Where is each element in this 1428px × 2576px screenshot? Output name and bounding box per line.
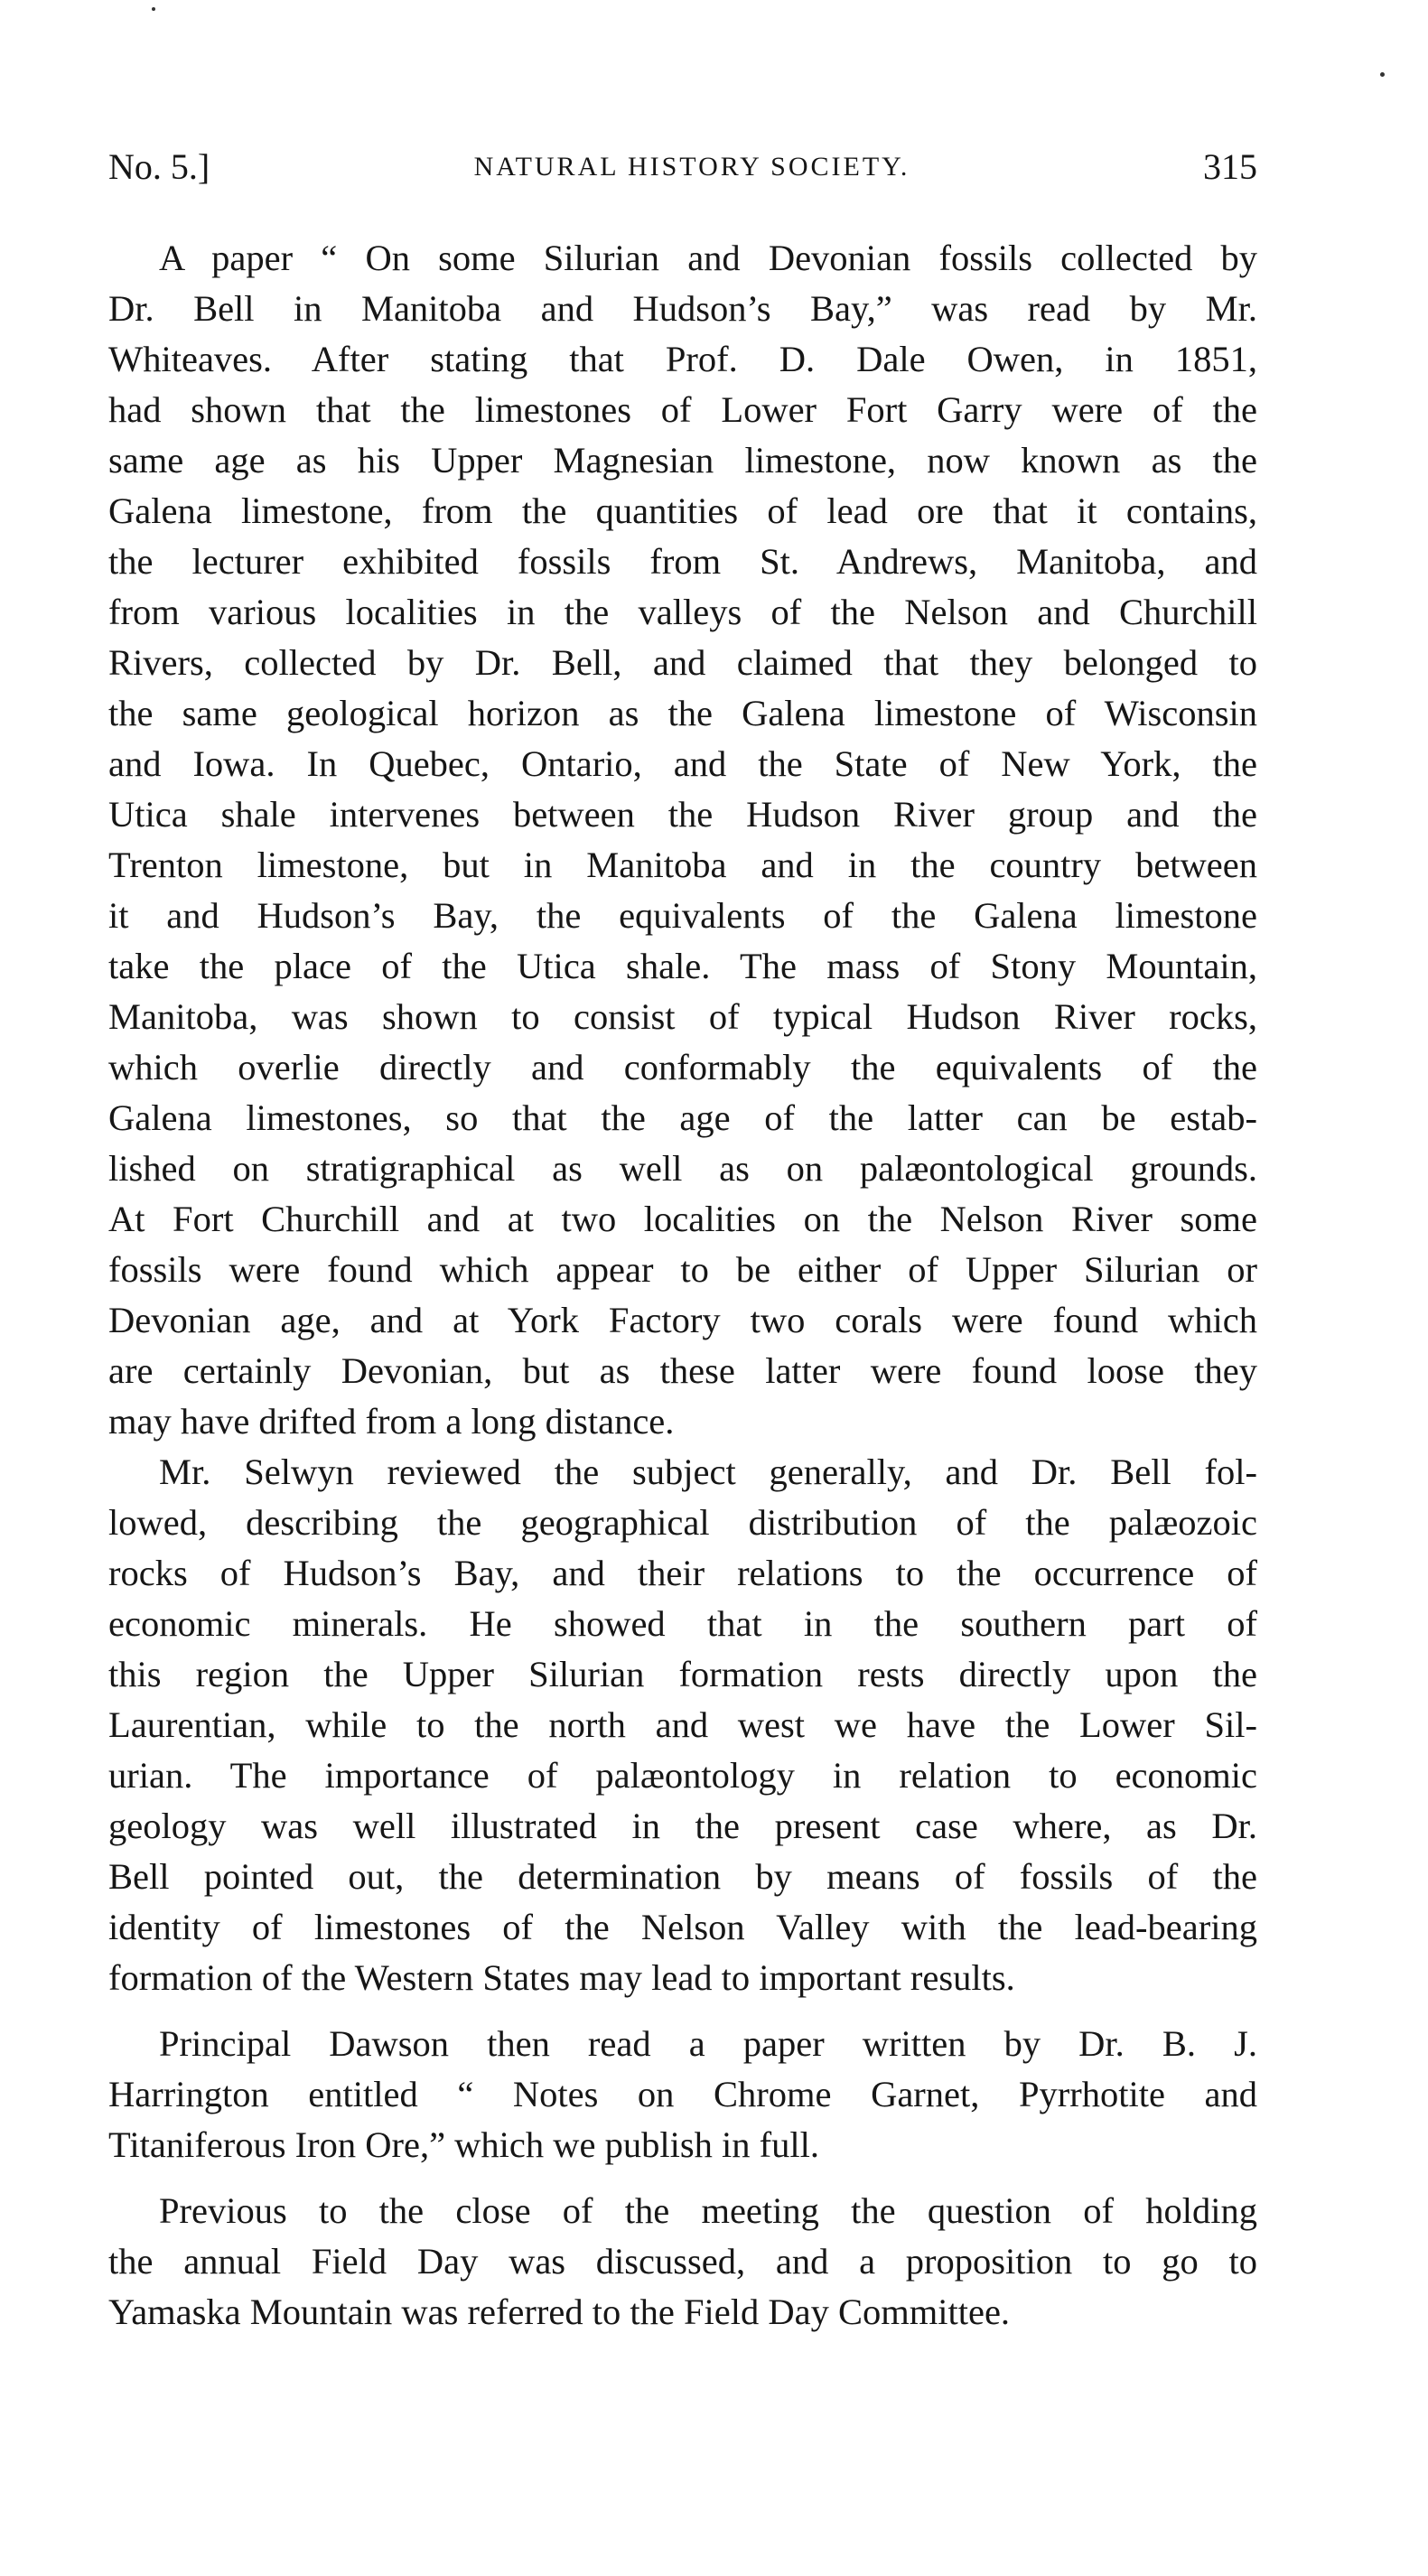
running-header: [108, 140, 1257, 194]
text-line: same age as his Upper Magnesian limestone, now known as the: [108, 440, 1257, 481]
text-line: Utica shale intervenes between the Hudson River group and the: [108, 794, 1257, 835]
text-line: Harrington entitled “ Notes on Chrome Garnet, Pyrrhotite and: [108, 2074, 1257, 2114]
text-line: from various localities in the valleys of the Nelson and Churchill: [108, 592, 1257, 632]
text-line: Laurentian, while to the north and west we have the Lower Sil-: [108, 1704, 1257, 1745]
paragraph-dawson-harrington-paper: [108, 2019, 1257, 2170]
text-line: formation of the Western States may lead to important results.: [108, 1957, 1015, 1998]
text-line: lowed, describing the geographical distribution of the palæozoic: [108, 1502, 1257, 1543]
text-line: Bell pointed out, the determination by means of fossils of the: [108, 1856, 1257, 1897]
text-line: it and Hudson’s Bay, the equivalents of the Galena limestone: [108, 895, 1257, 936]
text-line: and Iowa. In Quebec, Ontario, and the State of New York, the: [108, 743, 1257, 784]
page-number: 315: [1203, 146, 1257, 187]
text-line: this region the Upper Silurian formation rests directly upon the: [108, 1654, 1257, 1694]
text-line: rocks of Hudson’s Bay, and their relations to the occurrence of: [108, 1553, 1257, 1593]
text-line: identity of limestones of the Nelson Valley with the lead-bearing: [108, 1907, 1257, 1947]
text-line: Dr. Bell in Manitoba and Hudson’s Bay,” was read by Mr.: [108, 288, 1257, 329]
text-line: Principal Dawson then read a paper written by Dr. B. J.: [159, 2023, 1257, 2064]
text-line: A paper “ On some Silurian and Devonian fossils collected by: [159, 238, 1257, 278]
text-line: are certainly Devonian, but as these latter were found loose they: [108, 1350, 1257, 1391]
text-line: Previous to the close of the meeting the question of holding: [159, 2190, 1257, 2231]
text-line: At Fort Churchill and at two localities on the Nelson River some: [108, 1199, 1257, 1239]
text-line: the annual Field Day was discussed, and a proposition to go to: [108, 2241, 1257, 2282]
text-line: Yamaska Mountain was referred to the Field Day Committee.: [108, 2291, 1011, 2332]
text-line: Trenton limestone, but in Manitoba and in the country between: [108, 845, 1257, 885]
text-line: Whiteaves. After stating that Prof. D. Dale Owen, in 1851,: [108, 339, 1257, 379]
text-line: the same geological horizon as the Galena limestone of Wisconsin: [108, 693, 1257, 733]
text-line: Galena limestone, from the quantities of lead ore that it contains,: [108, 490, 1257, 531]
text-line: Mr. Selwyn reviewed the subject generally, and Dr. Bell fol-: [159, 1451, 1257, 1492]
text-line: lished on stratigraphical as well as on palæontological grounds.: [108, 1148, 1257, 1189]
text-line: Titaniferous Iron Ore,” which we publish in full.: [108, 2124, 820, 2165]
text-line: Rivers, collected by Dr. Bell, and claimed that they belonged to: [108, 642, 1257, 683]
paragraph-gap: [108, 2003, 1257, 2019]
paragraph-gap: [108, 2170, 1257, 2186]
text-line: which overlie directly and conformably the equivalents of the: [108, 1047, 1257, 1087]
text-line: had shown that the limestones of Lower Fort Garry were of the: [108, 389, 1257, 430]
scan-speck: [1380, 72, 1385, 77]
scan-speck: [152, 7, 155, 11]
paragraph-field-day: [108, 2186, 1257, 2338]
text-line: urian. The importance of palæontology in relation to economic: [108, 1755, 1257, 1796]
text-line: Galena limestones, so that the age of the latter can be estab-: [108, 1097, 1257, 1138]
text-line: Devonian age, and at York Factory two corals were found which: [108, 1300, 1257, 1340]
text-line: the lecturer exhibited fossils from St. Andrews, Manitoba, and: [108, 541, 1257, 582]
text-line: Manitoba, was shown to consist of typical Hudson River rocks,: [108, 996, 1257, 1037]
text-line: geology was well illustrated in the present case where, as Dr.: [108, 1806, 1257, 1846]
text-line: may have drifted from a long distance.: [108, 1401, 675, 1442]
issue-number: No. 5.]: [108, 146, 210, 187]
body-text: [108, 233, 1257, 2338]
text-line: fossils were found which appear to be either of Upper Silurian or: [108, 1249, 1257, 1290]
text-line: economic minerals. He showed that in the southern part of: [108, 1603, 1257, 1644]
journal-section-title: NATURAL HISTORY SOCIETY.: [473, 152, 910, 182]
paragraph-whiteaves-paper: [108, 233, 1257, 1447]
text-line: take the place of the Utica shale. The mass of Stony Mountain,: [108, 946, 1257, 986]
paragraph-selwyn-bell-discussion: [108, 1447, 1257, 2003]
